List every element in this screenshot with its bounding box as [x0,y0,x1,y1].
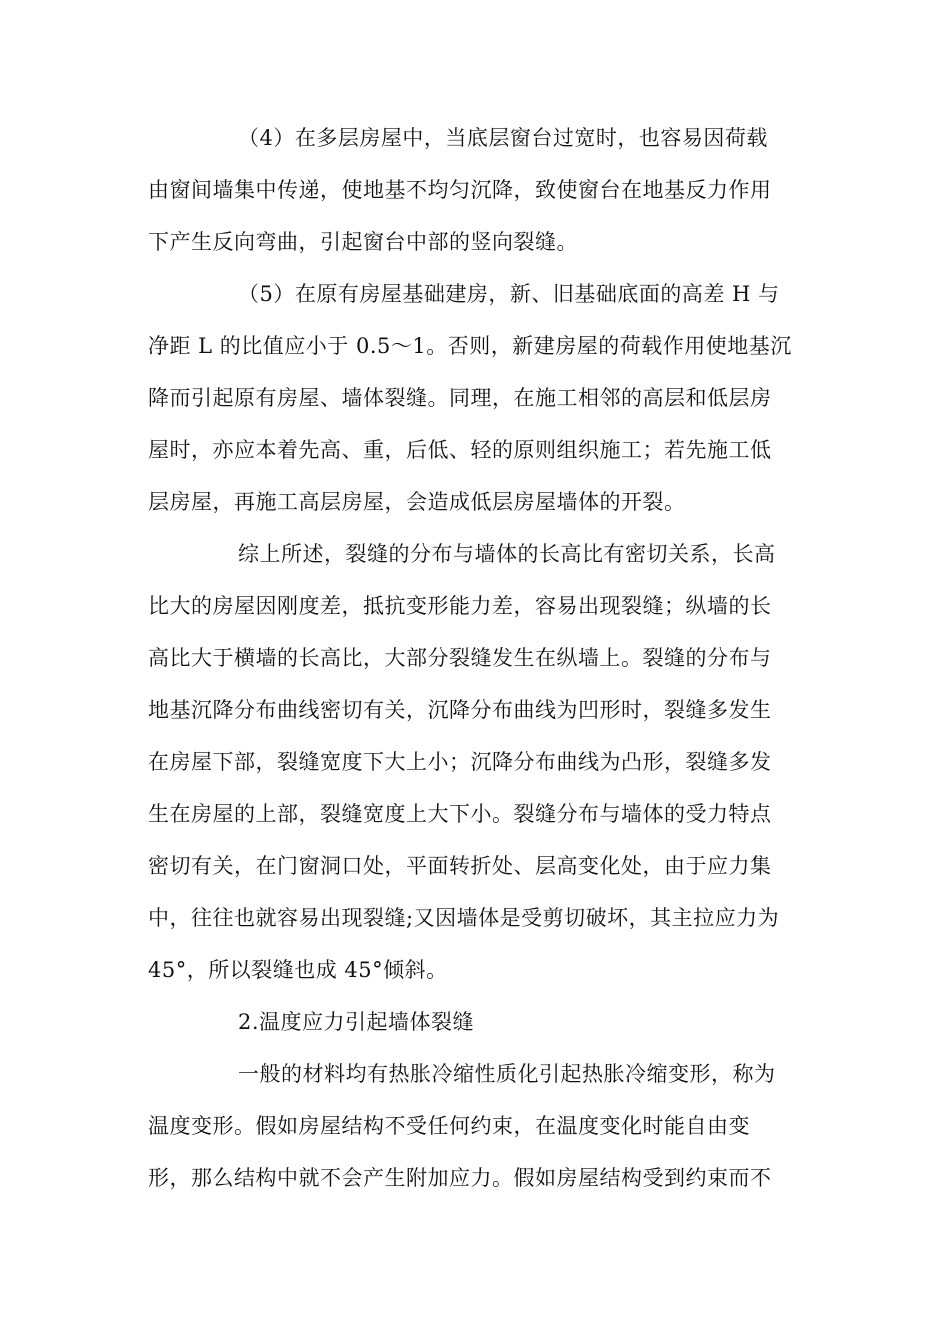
paragraph-4-line-2: 由窗间墙集中传递，使地基不均匀沉降，致使窗台在地基反力作用 [148,178,772,202]
summary-line-7: 密切有关，在门窗洞口处，平面转折处、层高变化处，由于应力集 [148,854,772,878]
summary-line-6: 生在房屋的上部，裂缝宽度上大下小。裂缝分布与墙体的受力特点 [148,802,772,826]
section-heading: 2.温度应力引起墙体裂缝 [238,1010,475,1034]
paragraph-4-line-3: 下产生反向弯曲，引起窗台中部的竖向裂缝。 [148,230,578,254]
paragraph-5-line-2: 净距 L 的比值应小于 0.5～1。否则，新建房屋的荷载作用使地基沉 [148,334,792,358]
summary-line-5: 在房屋下部，裂缝宽度下大上小；沉降分布曲线为凸形，裂缝多发 [148,750,772,774]
paragraph-4-line-1: （4）在多层房屋中，当底层窗台过宽时，也容易因荷载 [238,126,768,150]
paragraph-5-line-3: 降而引起原有房屋、墙体裂缝。同理，在施工相邻的高层和低层房 [148,386,772,410]
summary-line-3: 高比大于横墙的长高比，大部分裂缝发生在纵墙上。裂缝的分布与 [148,646,772,670]
summary-line-1: 综上所述，裂缝的分布与墙体的长高比有密切关系，长高 [238,542,776,566]
paragraph-5-line-1: （5）在原有房屋基础建房，新、旧基础底面的高差 H 与 [238,282,780,306]
temperature-line-3: 形，那么结构中就不会产生附加应力。假如房屋结构受到约束而不 [148,1166,772,1190]
temperature-line-2: 温度变形。假如房屋结构不受任何约束，在温度变化时能自由变 [148,1114,750,1138]
temperature-line-1: 一般的材料均有热胀冷缩性质化引起热胀冷缩变形，称为 [238,1062,776,1086]
summary-line-8: 中，往往也就容易出现裂缝;又因墙体是受剪切破坏，其主拉应力为 [148,906,780,930]
paragraph-5-line-5: 层房屋，再施工高层房屋，会造成低层房屋墙体的开裂。 [148,490,686,514]
paragraph-5-line-4: 屋时，亦应本着先高、重，后低、轻的原则组织施工；若先施工低 [148,438,772,462]
summary-line-4: 地基沉降分布曲线密切有关，沉降分布曲线为凹形时，裂缝多发生 [148,698,772,722]
summary-line-2: 比大的房屋因刚度差，抵抗变形能力差，容易出现裂缝；纵墙的长 [148,594,772,618]
summary-line-9: 45°，所以裂缝也成 45°倾斜。 [148,958,448,982]
